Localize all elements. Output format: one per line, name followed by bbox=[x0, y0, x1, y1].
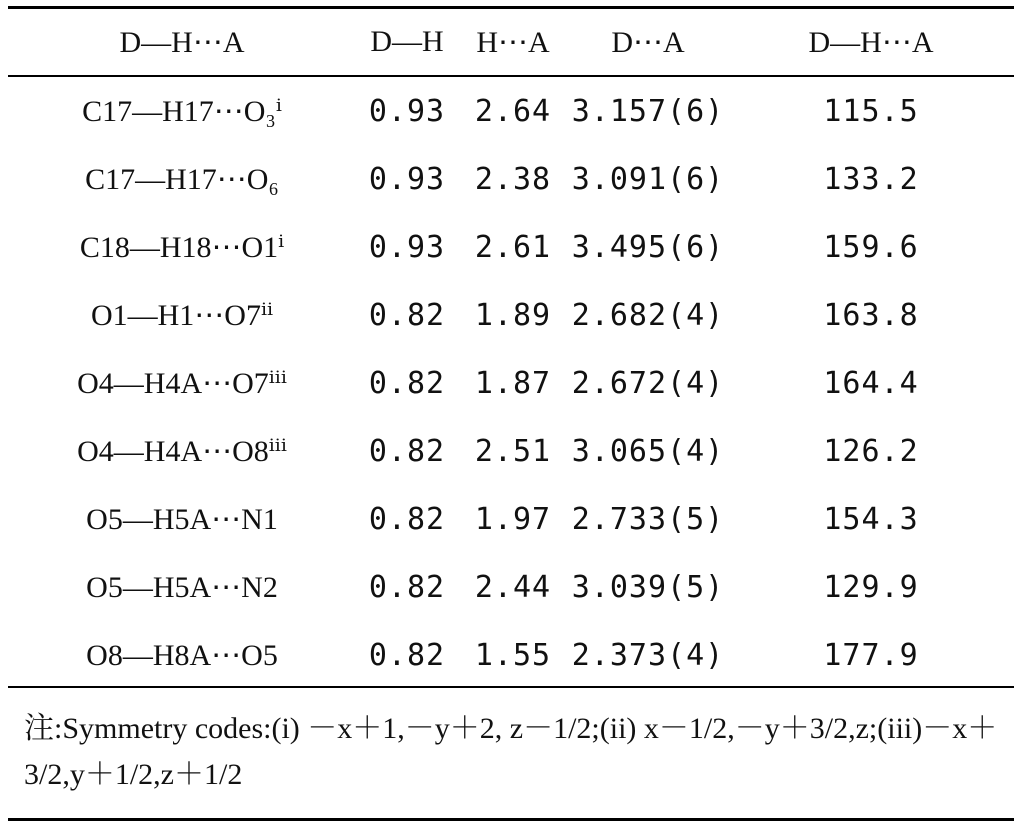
cell-da: 3.157(6) bbox=[571, 93, 725, 129]
table-row bbox=[8, 485, 1014, 553]
symmetry-codes-footnote: 注:Symmetry codes:(i) －x＋1,－y＋2, z－1/2;(ii) x－1/2,－y＋3/2,z;(iii)－x＋3/2,y＋1/2,z＋1/2 bbox=[24, 712, 998, 791]
header-ha-distance: H⋯A bbox=[476, 25, 550, 59]
cell-da: 2.373(4) bbox=[571, 637, 725, 673]
cell-interaction: O8—H8A⋯O5 bbox=[86, 638, 278, 672]
cell-angle: 115.5 bbox=[823, 93, 919, 129]
cell-angle: 129.9 bbox=[823, 569, 919, 605]
cell-dh: 0.82 bbox=[368, 637, 446, 673]
footnote-bottom-rule bbox=[8, 818, 1014, 821]
cell-dh: 0.82 bbox=[368, 501, 446, 537]
header-dh-distance: D—H bbox=[370, 25, 444, 58]
table-row bbox=[8, 281, 1014, 349]
cell-da: 2.733(5) bbox=[571, 501, 725, 537]
cell-interaction: C17—H17⋯O₃ⁱ bbox=[82, 94, 282, 128]
cell-interaction: O4—H4A⋯O7ⁱⁱⁱ bbox=[77, 366, 287, 400]
table-row bbox=[8, 77, 1014, 145]
cell-dh: 0.82 bbox=[368, 433, 446, 469]
cell-dh: 0.82 bbox=[368, 297, 446, 333]
hydrogen-bond-table bbox=[8, 9, 1014, 689]
cell-da: 2.682(4) bbox=[571, 297, 725, 333]
table-row bbox=[8, 145, 1014, 213]
cell-ha: 2.64 bbox=[474, 93, 552, 129]
cell-ha: 1.55 bbox=[474, 637, 552, 673]
table-header-row bbox=[8, 9, 1014, 75]
cell-da: 3.495(6) bbox=[571, 229, 725, 265]
table-row bbox=[8, 417, 1014, 485]
cell-interaction: C17—H17⋯O₆ bbox=[85, 162, 279, 196]
cell-ha: 2.38 bbox=[474, 161, 552, 197]
cell-dh: 0.93 bbox=[368, 161, 446, 197]
cell-interaction: O5—H5A⋯N2 bbox=[86, 570, 278, 604]
cell-angle: 164.4 bbox=[823, 365, 919, 401]
cell-interaction: O4—H4A⋯O8ⁱⁱⁱ bbox=[77, 434, 287, 468]
cell-angle: 126.2 bbox=[823, 433, 919, 469]
cell-interaction: O1—H1⋯O7ⁱⁱ bbox=[90, 298, 274, 332]
cell-ha: 2.44 bbox=[474, 569, 552, 605]
cell-dh: 0.82 bbox=[368, 569, 446, 605]
cell-angle: 159.6 bbox=[823, 229, 919, 265]
cell-ha: 1.87 bbox=[474, 365, 552, 401]
cell-da: 3.065(4) bbox=[571, 433, 725, 469]
cell-ha: 2.61 bbox=[474, 229, 552, 265]
cell-ha: 1.89 bbox=[474, 297, 552, 333]
cell-dh: 0.93 bbox=[368, 229, 446, 265]
cell-angle: 154.3 bbox=[823, 501, 919, 537]
cell-dh: 0.93 bbox=[368, 93, 446, 129]
cell-interaction: C18—H18⋯O1ⁱ bbox=[79, 230, 285, 264]
cell-interaction: O5—H5A⋯N1 bbox=[86, 502, 278, 536]
header-interaction: D—H⋯A bbox=[119, 25, 245, 59]
cell-angle: 163.8 bbox=[823, 297, 919, 333]
cell-da: 2.672(4) bbox=[571, 365, 725, 401]
cell-ha: 2.51 bbox=[474, 433, 552, 469]
cell-da: 3.091(6) bbox=[571, 161, 725, 197]
table-row bbox=[8, 349, 1014, 417]
table-row bbox=[8, 621, 1014, 689]
cell-ha: 1.97 bbox=[474, 501, 552, 537]
cell-angle: 133.2 bbox=[823, 161, 919, 197]
cell-dh: 0.82 bbox=[368, 365, 446, 401]
header-dha-angle: D—H⋯A bbox=[808, 25, 934, 59]
table-row bbox=[8, 553, 1014, 621]
table-row bbox=[8, 213, 1014, 281]
header-da-distance: D⋯A bbox=[611, 25, 685, 59]
cell-angle: 177.9 bbox=[823, 637, 919, 673]
cell-da: 3.039(5) bbox=[571, 569, 725, 605]
